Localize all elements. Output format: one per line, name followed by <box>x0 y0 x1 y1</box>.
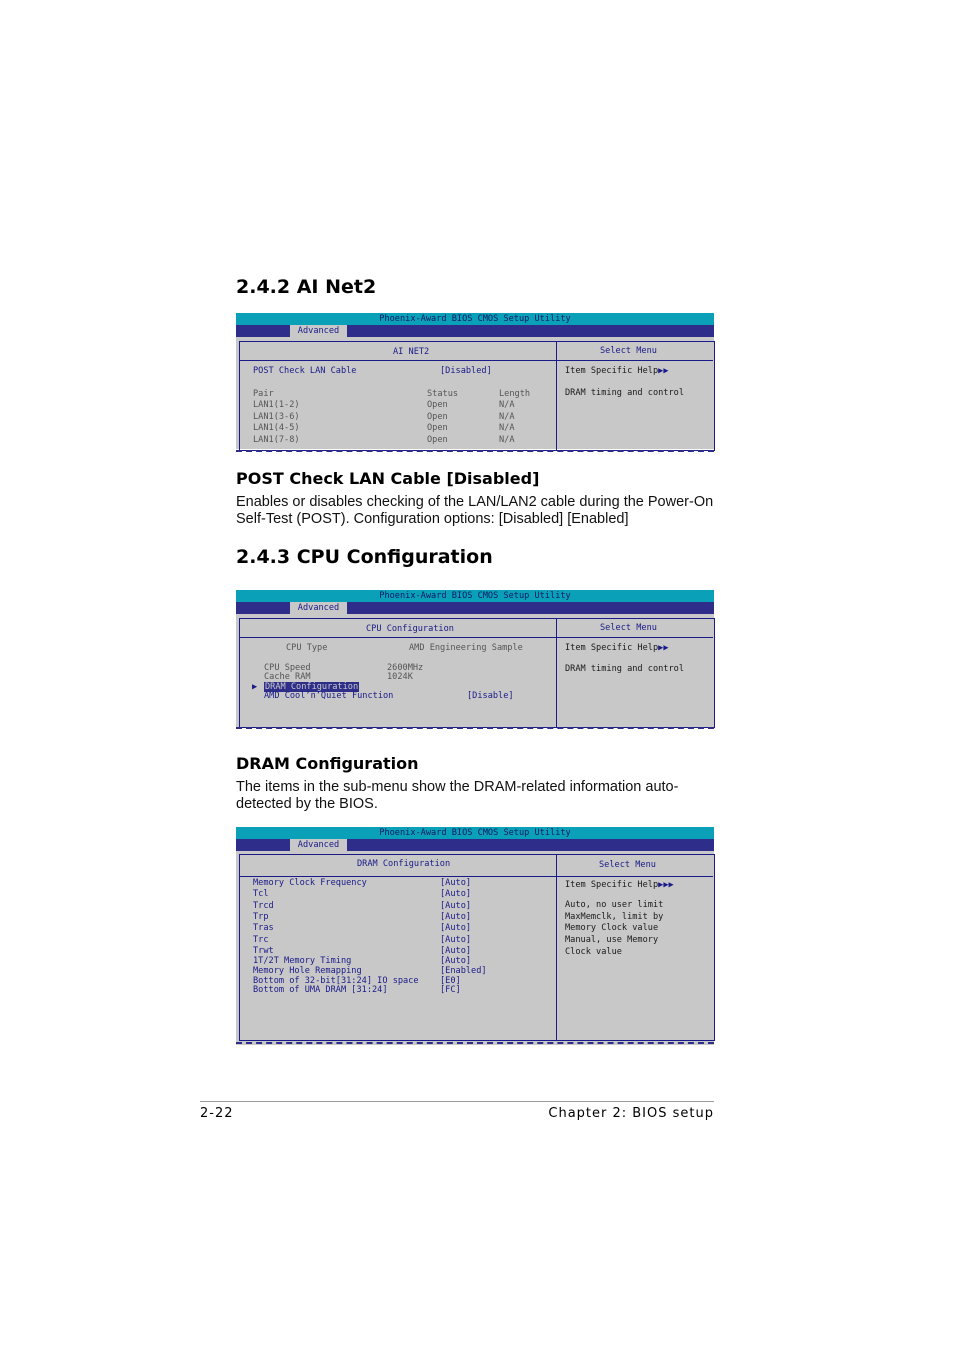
bios-screen-dram-configuration <box>236 827 714 1051</box>
section-title-cpu-configuration: 2.4.3 CPU Configuration <box>236 546 493 568</box>
description-line: Self-Test (POST). Configuration options: [Disabled] [Enabled] <box>236 511 629 527</box>
description-line: detected by the BIOS. <box>236 796 378 812</box>
cpu-speed-value: 2600MHz <box>387 663 424 673</box>
lan-pair: LAN1(1-2) <box>253 400 300 410</box>
cpu-type-label: CPU Type <box>286 643 328 653</box>
section-title-ai-net2: 2.4.2 AI Net2 <box>236 276 377 298</box>
bios-bottom-dash <box>236 1042 714 1044</box>
help-label: Item Specific Help <box>565 366 659 376</box>
lan-pair: LAN1(3-6) <box>253 412 300 422</box>
memory-hole-remapping-value[interactable]: [Enabled] <box>440 966 487 976</box>
trwt-item[interactable]: Trwt <box>253 946 274 956</box>
trcd-value[interactable]: [Auto] <box>440 901 472 911</box>
io-space-bottom-value[interactable]: [E0] <box>440 976 461 986</box>
lan-length: N/A <box>499 435 515 445</box>
bios-title-bar: Phoenix-Award BIOS CMOS Setup Utility <box>236 313 714 325</box>
bios-menu-bar <box>236 839 714 851</box>
col-header-length: Length <box>499 389 531 399</box>
uma-dram-bottom-value[interactable]: [FC] <box>440 985 461 995</box>
bios-title-bar: Phoenix-Award BIOS CMOS Setup Utility <box>236 827 714 839</box>
lan-length: N/A <box>499 423 515 433</box>
post-check-lan-cable-item[interactable]: POST Check LAN Cable <box>253 366 357 376</box>
bios-panel-title: DRAM Configuration <box>357 859 451 869</box>
help-line: MaxMemclk, limit by <box>565 912 664 922</box>
memory-hole-remapping-item[interactable]: Memory Hole Remapping <box>253 966 362 976</box>
lan-status: Open <box>427 412 448 422</box>
bios-header-rule <box>239 637 713 638</box>
cpu-speed-label: CPU Speed <box>264 663 311 673</box>
trp-item[interactable]: Trp <box>253 912 269 922</box>
bios-menu-bar <box>236 602 714 614</box>
bios-divider <box>556 618 557 728</box>
help-line: Memory Clock value <box>565 923 659 933</box>
cache-ram-label: Cache RAM <box>264 672 311 682</box>
memory-timing-value[interactable]: [Auto] <box>440 956 472 966</box>
lan-status: Open <box>427 423 448 433</box>
subsection-title-post-check: POST Check LAN Cable [Disabled] <box>236 469 540 488</box>
lan-pair: LAN1(7-8) <box>253 435 300 445</box>
cool-n-quiet-item[interactable]: AMD Cool’n’Quiet Function <box>264 691 394 701</box>
tab-advanced[interactable]: Advanced <box>290 839 347 851</box>
trcd-item[interactable]: Trcd <box>253 901 274 911</box>
double-arrow-icon: ▶▶ <box>658 643 669 653</box>
bios-divider <box>556 341 557 451</box>
tcl-item[interactable]: Tcl <box>253 889 269 899</box>
help-label: Item Specific Help <box>565 880 659 890</box>
bios-help-title: Select Menu <box>600 346 657 356</box>
memory-clock-frequency-item[interactable]: Memory Clock Frequency <box>253 878 367 888</box>
bios-help-title: Select Menu <box>599 860 656 870</box>
help-description: DRAM timing and control <box>565 664 684 674</box>
page-number: 2-22 <box>200 1106 234 1121</box>
col-header-status: Status <box>427 389 459 399</box>
bios-divider <box>556 854 557 1041</box>
double-arrow-icon: ▶▶ <box>658 366 669 376</box>
bios-screen-cpu-configuration <box>236 590 714 730</box>
tab-advanced[interactable]: Advanced <box>290 602 347 614</box>
tras-item[interactable]: Tras <box>253 923 274 933</box>
tras-value[interactable]: [Auto] <box>440 923 472 933</box>
dram-description <box>236 779 716 813</box>
col-header-pair: Pair <box>253 389 274 399</box>
uma-dram-bottom-item[interactable]: Bottom of UMA DRAM [31:24] <box>253 985 388 995</box>
help-line: Manual, use Memory <box>565 935 659 945</box>
description-line: The items in the sub-menu show the DRAM-related information auto- <box>236 779 679 795</box>
help-line: Clock value <box>565 947 622 957</box>
tcl-value[interactable]: [Auto] <box>440 889 472 899</box>
submenu-arrow-icon: ▶ <box>252 682 258 692</box>
footer-rule <box>200 1101 714 1102</box>
cpu-type-value: AMD Engineering Sample <box>409 643 523 653</box>
lan-status: Open <box>427 400 448 410</box>
cache-ram-value: 1024K <box>387 672 413 682</box>
trwt-value[interactable]: [Auto] <box>440 946 472 956</box>
trc-item[interactable]: Trc <box>253 935 269 945</box>
subsection-title-dram-configuration: DRAM Configuration <box>236 754 419 773</box>
triple-arrow-icon: ▶▶▶ <box>658 880 674 890</box>
cool-n-quiet-value[interactable]: [Disable] <box>467 691 514 701</box>
trp-value[interactable]: [Auto] <box>440 912 472 922</box>
post-check-lan-cable-value[interactable]: [Disabled] <box>440 366 492 376</box>
trc-value[interactable]: [Auto] <box>440 935 472 945</box>
tab-advanced[interactable]: Advanced <box>290 325 347 337</box>
bios-bottom-dash <box>236 450 714 452</box>
bios-screen-ai-net2 <box>236 313 714 452</box>
help-label: Item Specific Help <box>565 643 659 653</box>
description-line: Enables or disables checking of the LAN/LAN2 cable during the Power-On <box>236 494 714 510</box>
lan-length: N/A <box>499 400 515 410</box>
item-specific-help <box>565 643 669 653</box>
item-specific-help <box>565 880 674 890</box>
help-line: Auto, no user limit <box>565 900 664 910</box>
bios-help-title: Select Menu <box>600 623 657 633</box>
item-specific-help <box>565 366 669 376</box>
lan-length: N/A <box>499 412 515 422</box>
memory-clock-frequency-value[interactable]: [Auto] <box>440 878 472 888</box>
bios-panel-title: AI NET2 <box>393 347 430 357</box>
dram-configuration-item[interactable]: DRAM Configuration <box>265 682 359 692</box>
chapter-label: Chapter 2: BIOS setup <box>548 1106 714 1121</box>
lan-status: Open <box>427 435 448 445</box>
bios-header-rule <box>239 360 713 361</box>
post-check-description <box>236 494 716 528</box>
bios-title-bar: Phoenix-Award BIOS CMOS Setup Utility <box>236 590 714 602</box>
help-description: DRAM timing and control <box>565 388 684 398</box>
bios-header-rule <box>239 876 713 877</box>
io-space-bottom-item[interactable]: Bottom of 32-bit[31:24] IO space <box>253 976 419 986</box>
bios-bottom-dash <box>236 727 714 729</box>
bios-panel-title: CPU Configuration <box>366 624 454 634</box>
bios-menu-bar <box>236 325 714 337</box>
memory-timing-item[interactable]: 1T/2T Memory Timing <box>253 956 352 966</box>
lan-pair: LAN1(4-5) <box>253 423 300 433</box>
